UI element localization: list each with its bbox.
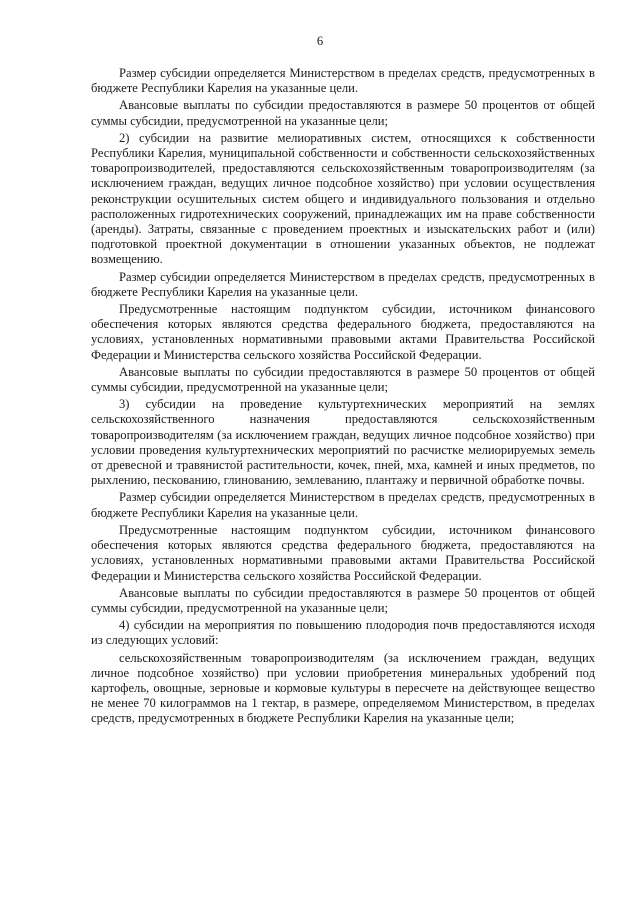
- paragraph: Размер субсидии определяется Министерством в пределах средств, предусмотренных в бюджете Республики Карелия на указанные цели.: [91, 269, 595, 299]
- paragraph: 2) субсидии на развитие мелиоративных систем, относящихся к собственности Республики Карелия, муниципальной собственности и собственности сельскохозяйственных товаропроизводителей, предоставляются сельскохозяйственным товаропроизводителям (за исключением граждан, ведущих личное подсобное хозяйство) при условии осуществления реконструкции осушительных систем общего и индивидуального пользования и отдельно расположенных гидротехнических сооружений, принадлежащих им на праве собственности (аренды). Затраты, связанные с проведением проектных и изыскательских работ и (или) подготовкой проектной документации в отношении указанных объектов, не подлежат возмещению.: [91, 130, 595, 267]
- paragraph: Авансовые выплаты по субсидии предоставляются в размере 50 процентов от общей суммы субсидии, предусмотренной на указанные цели;: [91, 364, 595, 395]
- paragraph: сельскохозяйственным товаропроизводителям (за исключением граждан, ведущих личное подсобное хозяйство) при условии приобретения минеральных удобрений под картофель, овощные, зерновые и кормовые культуры в пересчете на действующее вещество не менее 70 килограммов на 1 гектар, в размере, определяемом Министерством, в пределах средств, предусмотренных в бюджете Республики Карелия на указанные цели;: [91, 650, 595, 726]
- paragraph: Размер субсидии определяется Министерством в пределах средств, предусмотренных в бюджете Республики Карелия на указанные цели.: [91, 490, 595, 520]
- paragraph: 3) субсидии на проведение культуртехнических мероприятий на землях сельскохозяйственного назначения предоставляются сельскохозяйственным товаропроизводителям (за исключением граждан, ведущих личное подсобное хозяйство) при условии проведения культуртехнических мероприятий по расчистке мелиорируемых земель от древесной и травянистой растительности, кочек, пней, мха, камней и иных предметов, по рыхлению, пескованию, глинованию, землеванию, плантажу и первичной обработке почвы.: [91, 397, 595, 488]
- paragraph: Авансовые выплаты по субсидии предоставляются в размере 50 процентов от общей суммы субсидии, предусмотренной на указанные цели;: [91, 98, 595, 128]
- paragraph: Предусмотренные настоящим подпунктом субсидии, источником финансового обеспечения которых являются средства федерального бюджета, предоставляются на условиях, установленных нормативными правовыми актами Правительства Российской Федерации и Министерства сельского хозяйства Российской Федерации.: [91, 302, 595, 362]
- page-number: 6: [316, 34, 324, 48]
- paragraph: 4) субсидии на мероприятия по повышению плодородия почв предоставляются исходя из следующих условий:: [91, 618, 595, 648]
- paragraph: Размер субсидии определяется Министерством в пределах средств, предусмотренных в бюджете Республики Карелия на указанные цели.: [91, 66, 595, 96]
- paragraph: Предусмотренные настоящим подпунктом субсидии, источником финансового обеспечения которых являются средства федерального бюджета, предоставляются на условиях, установленных нормативными правовыми актами Правительства Российской Федерации и Министерства сельского хозяйства Российской Федерации.: [91, 522, 595, 583]
- paragraph: Авансовые выплаты по субсидии предоставляются в размере 50 процентов от общей суммы субсидии, предусмотренной на указанные цели;: [91, 585, 595, 615]
- document-body: [91, 66, 595, 729]
